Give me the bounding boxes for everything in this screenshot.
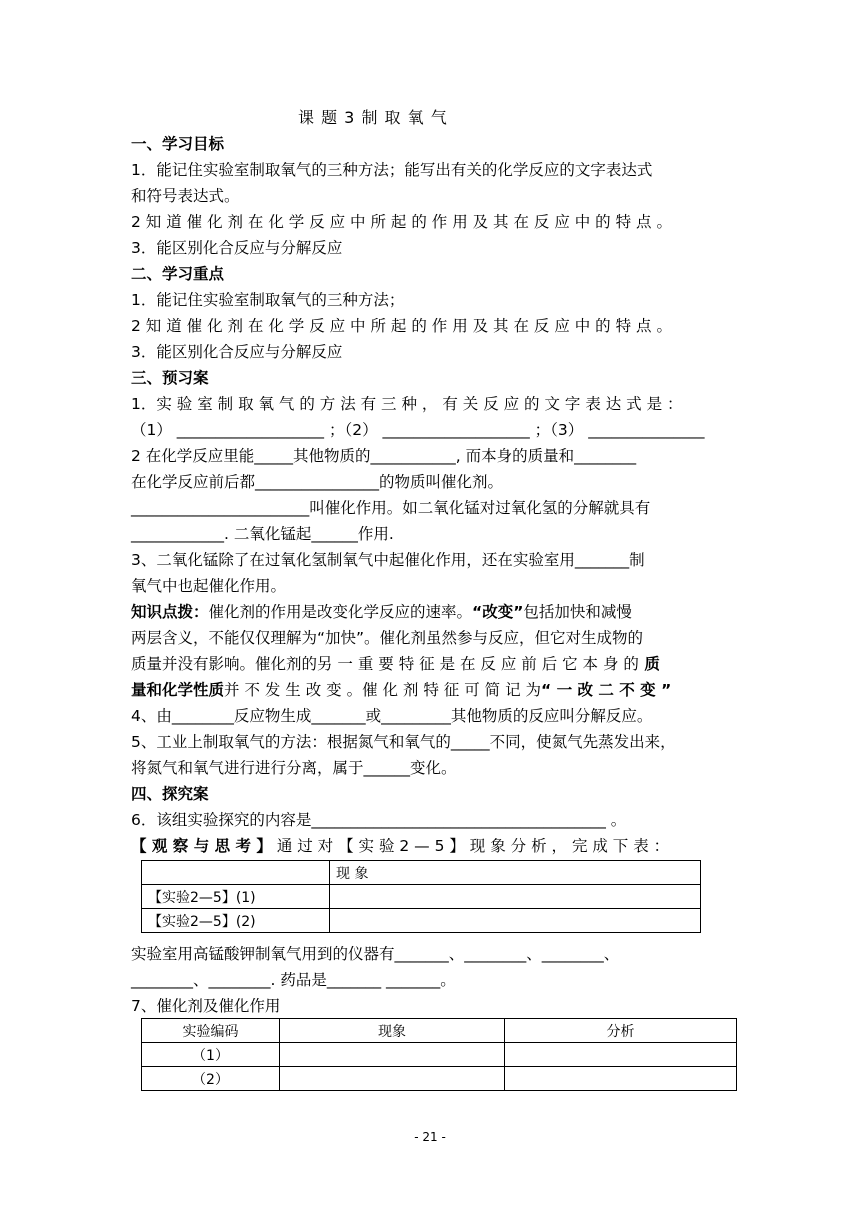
text-line: 1．能记住实验室制取氧气的三种方法；能写出有关的化学反应的文字表达式 bbox=[131, 161, 653, 179]
observe-line bbox=[131, 836, 669, 856]
table-cell-blank bbox=[330, 909, 701, 933]
table-cell-blank bbox=[330, 885, 701, 909]
experiment-table bbox=[141, 860, 701, 933]
table-header-row bbox=[142, 1019, 737, 1043]
tip-text: 质量并没有影响。催化剂的另 一 重 要 特 征 是 在 反 应 前 后 它 本 身 的 bbox=[131, 655, 639, 673]
table-header-cell: 分析 bbox=[505, 1019, 737, 1043]
tip-text: 并 不 发 生 改 变 。催 化 剂 特 征 可 简 记 为 bbox=[224, 681, 541, 699]
tip-line-4 bbox=[131, 680, 671, 700]
text-line: 和符号表达式。 bbox=[131, 187, 240, 205]
table-header-cell: 现象 bbox=[280, 1019, 505, 1043]
page-title: 课 题 3 制 取 氧 气 bbox=[298, 108, 448, 127]
fill-blank-line: 将氮气和氧气进行进行分离，属于______变化。 bbox=[131, 759, 457, 777]
tip-emphasis: 质 bbox=[638, 655, 660, 673]
table-cell: （1） bbox=[142, 1043, 280, 1067]
table-cell: 【实验2—5】(1) bbox=[142, 885, 330, 909]
text-line: 2 知 道 催 化 剂 在 化 学 反 应 中 所 起 的 作 用 及 其 在 反 应 中 的 特 点 。 bbox=[131, 213, 672, 231]
text-line: 3．能区别化合反应与分解反应 bbox=[131, 343, 343, 361]
fill-blank-line: 5、工业上制取氧气的方法：根据氮气和氧气的_____不同，使氮气先蒸发出来， bbox=[131, 733, 676, 751]
tip-line-1 bbox=[131, 602, 632, 622]
observe-text: 通 过 对 【 实 验 2 — 5 】 现 象 分 析 ， 完 成 下 表 ： bbox=[271, 837, 670, 855]
section-heading-explore: 四、探究案 bbox=[131, 785, 209, 803]
table-row bbox=[142, 909, 701, 933]
fill-blank-line: ____________. 二氧化锰起______作用. bbox=[131, 525, 394, 543]
tip-text: 包括加快和减慢 bbox=[523, 603, 632, 621]
table-row bbox=[142, 885, 701, 909]
fill-blank-line: 6．该组实验探究的内容是______________________________________ 。 bbox=[131, 811, 627, 829]
table-cell-blank bbox=[280, 1067, 505, 1091]
text-line: 氧气中也起催化作用。 bbox=[131, 577, 287, 595]
table-cell-blank bbox=[280, 1043, 505, 1067]
text-line: 7、催化剂及催化作用 bbox=[131, 997, 281, 1015]
table-header-cell: 现 象 bbox=[330, 861, 701, 885]
tip-label: 知识点拨： bbox=[131, 603, 209, 621]
observe-label: 【 观 察 与 思 考 】 bbox=[131, 837, 272, 855]
fill-blank-line: 在化学反应前后都________________的物质叫催化剂。 bbox=[131, 473, 504, 491]
table-row bbox=[142, 1043, 737, 1067]
section-heading-preview: 三、预习案 bbox=[131, 369, 209, 387]
fill-blank-line: （1） ___________________ ；（2） ___________________ ；（3） _______________ bbox=[131, 421, 705, 439]
table-cell bbox=[142, 861, 330, 885]
fill-blank-line: 3、二氧化锰除了在过氧化氢制氧气中起催化作用，还在实验室用_______制 bbox=[131, 551, 645, 569]
table-row bbox=[142, 1067, 737, 1091]
catalyst-table bbox=[141, 1018, 737, 1091]
text-line: 1．实 验 室 制 取 氧 气 的 方 法 有 三 种 ， 有 关 反 应 的 文 字 表 达 式 是 ： bbox=[131, 395, 683, 413]
text-line: 3．能区别化合反应与分解反应 bbox=[131, 239, 343, 257]
fill-blank-line: _______________________叫催化作用。如二氧化锰对过氧化氢的分解就具有 bbox=[131, 499, 651, 517]
table-header-cell: 实验编码 bbox=[142, 1019, 280, 1043]
page-number: - 21 - bbox=[414, 1130, 446, 1144]
table-cell: 【实验2—5】(2) bbox=[142, 909, 330, 933]
table-cell: （2） bbox=[142, 1067, 280, 1091]
tip-text: 催化剂的作用是改变化学反应的速率。 bbox=[208, 603, 473, 621]
tip-line-2: 两层含义，不能仅仅理解为“加快”。催化剂虽然参与反应，但它对生成物的 bbox=[131, 629, 644, 647]
text-line: 1．能记住实验室制取氧气的三种方法； bbox=[131, 291, 405, 309]
fill-blank-line: 4、由________反应物生成_______或_________其他物质的反应叫分解反应。 bbox=[131, 707, 653, 725]
fill-blank-line: 2 在化学反应里能_____其他物质的___________, 而本身的质量和________ bbox=[131, 447, 637, 465]
table-cell-blank bbox=[505, 1067, 737, 1091]
fill-blank-line: ________、________. 药品是_______ _______。 bbox=[131, 971, 456, 989]
fill-blank-line: 实验室用高锰酸钾制氧气用到的仪器有_______、________、________、 bbox=[131, 945, 620, 963]
tip-line-3 bbox=[131, 654, 660, 674]
section-heading-focus: 二、学习重点 bbox=[131, 265, 225, 283]
table-header-row bbox=[142, 861, 701, 885]
tip-emphasis: 量和化学性质 bbox=[131, 681, 225, 699]
section-heading-goals: 一、学习目标 bbox=[131, 135, 225, 153]
text-line: 2 知 道 催 化 剂 在 化 学 反 应 中 所 起 的 作 用 及 其 在 反 应 中 的 特 点 。 bbox=[131, 317, 672, 335]
tip-emphasis: “改变” bbox=[472, 603, 524, 621]
tip-emphasis: “ 一 改 二 不 变 ” bbox=[541, 681, 672, 699]
table-cell-blank bbox=[505, 1043, 737, 1067]
